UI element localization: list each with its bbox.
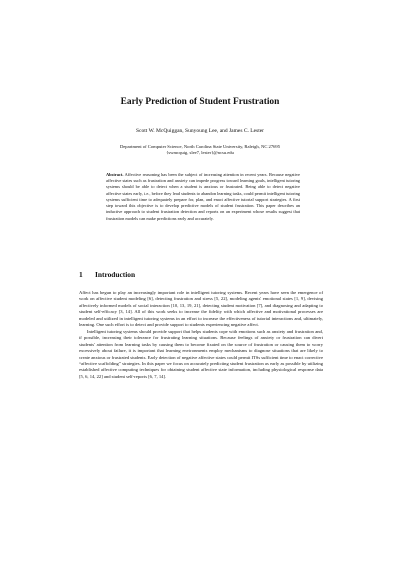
- author-emails: {swmcquig, slee7, lester}@ncsu.edu: [166, 150, 234, 156]
- introduction-body: [79, 290, 323, 380]
- body-paragraph: Affect has begun to play an increasingly important role in intelligent tutoring systems. Recent years have seen the emergence of work on affective student modeling [6], detecting frustration and stress [5, 22], modeling agents' emotional states [1, 9], devising affectively informed models of social interaction [10, 13, 19, 21], detecting student motivation [7], and diagnosing and adapting to student self-efficacy [3, 14]. All of this work seeks to increase the fidelity with which affective and motivational processes are modeled and utilized in intelligent tutoring systems in an effort to increase the effectiveness of tutorial interactions and, ultimately, learning. One such effort is to detect and provide support to students experiencing negative affect.: [79, 290, 323, 328]
- section-heading-introduction: [79, 270, 135, 279]
- section-title: Introduction: [95, 270, 136, 279]
- abstract: [106, 172, 300, 222]
- author-list: Scott W. McQuiggan, Sunyoung Lee, and James C. Lester: [135, 128, 264, 134]
- affiliation-department: Department of Computer Science, North Carolina State University, Raleigh, NC 27695: [119, 144, 281, 149]
- abstract-label: Abstract.: [106, 172, 124, 177]
- section-number: 1: [79, 270, 83, 279]
- body-paragraph: Intelligent tutoring systems should provide support that helps students cope with emotions such as anxiety and frustration and, if possible, increasing their tolerance for frustrating learning situations. Because feelings of anxiety or frustration can divert students' attention from learning tasks by causing them to become fixated on the source of frustration or causing them to worry excessively about failure, it is important that learning environments employ mechanisms to diagnose situations that are likely to create anxious or frustrated students. Early detection of negative affective states could permit ITSs sufficient time to enact corrective “affective scaffolding” strategies. In this paper we focus on accurately predicting student frustration as early as possible by utilizing established affective computing techniques for obtaining student affective state information, including physiological response data [5, 6, 14, 22] and student self-reports [6, 7, 14].: [79, 328, 323, 379]
- paper-title: Early Prediction of Student Frustration: [120, 97, 280, 107]
- abstract-text: Affective reasoning has been the subject of increasing attention in recent years. Because negative affective states such as frustration and anxiety can impede progress toward learning goals, intelligent tutoring systems should be able to detect when a student is anxious or frustrated. Being able to detect negative affective states early, i.e., before they lead students to abandon learning tasks, could permit intelligent tutoring systems sufficient time to adequately prepare for, plan, and enact affective tutorial support strategies. A first step toward this objective is to develop predictive models of student frustration. This paper describes an inductive approach to student frustration detection and reports on an experiment whose results suggest that frustration models can make predictions early and accurately.: [106, 172, 300, 221]
- affiliation-block: [0, 144, 400, 156]
